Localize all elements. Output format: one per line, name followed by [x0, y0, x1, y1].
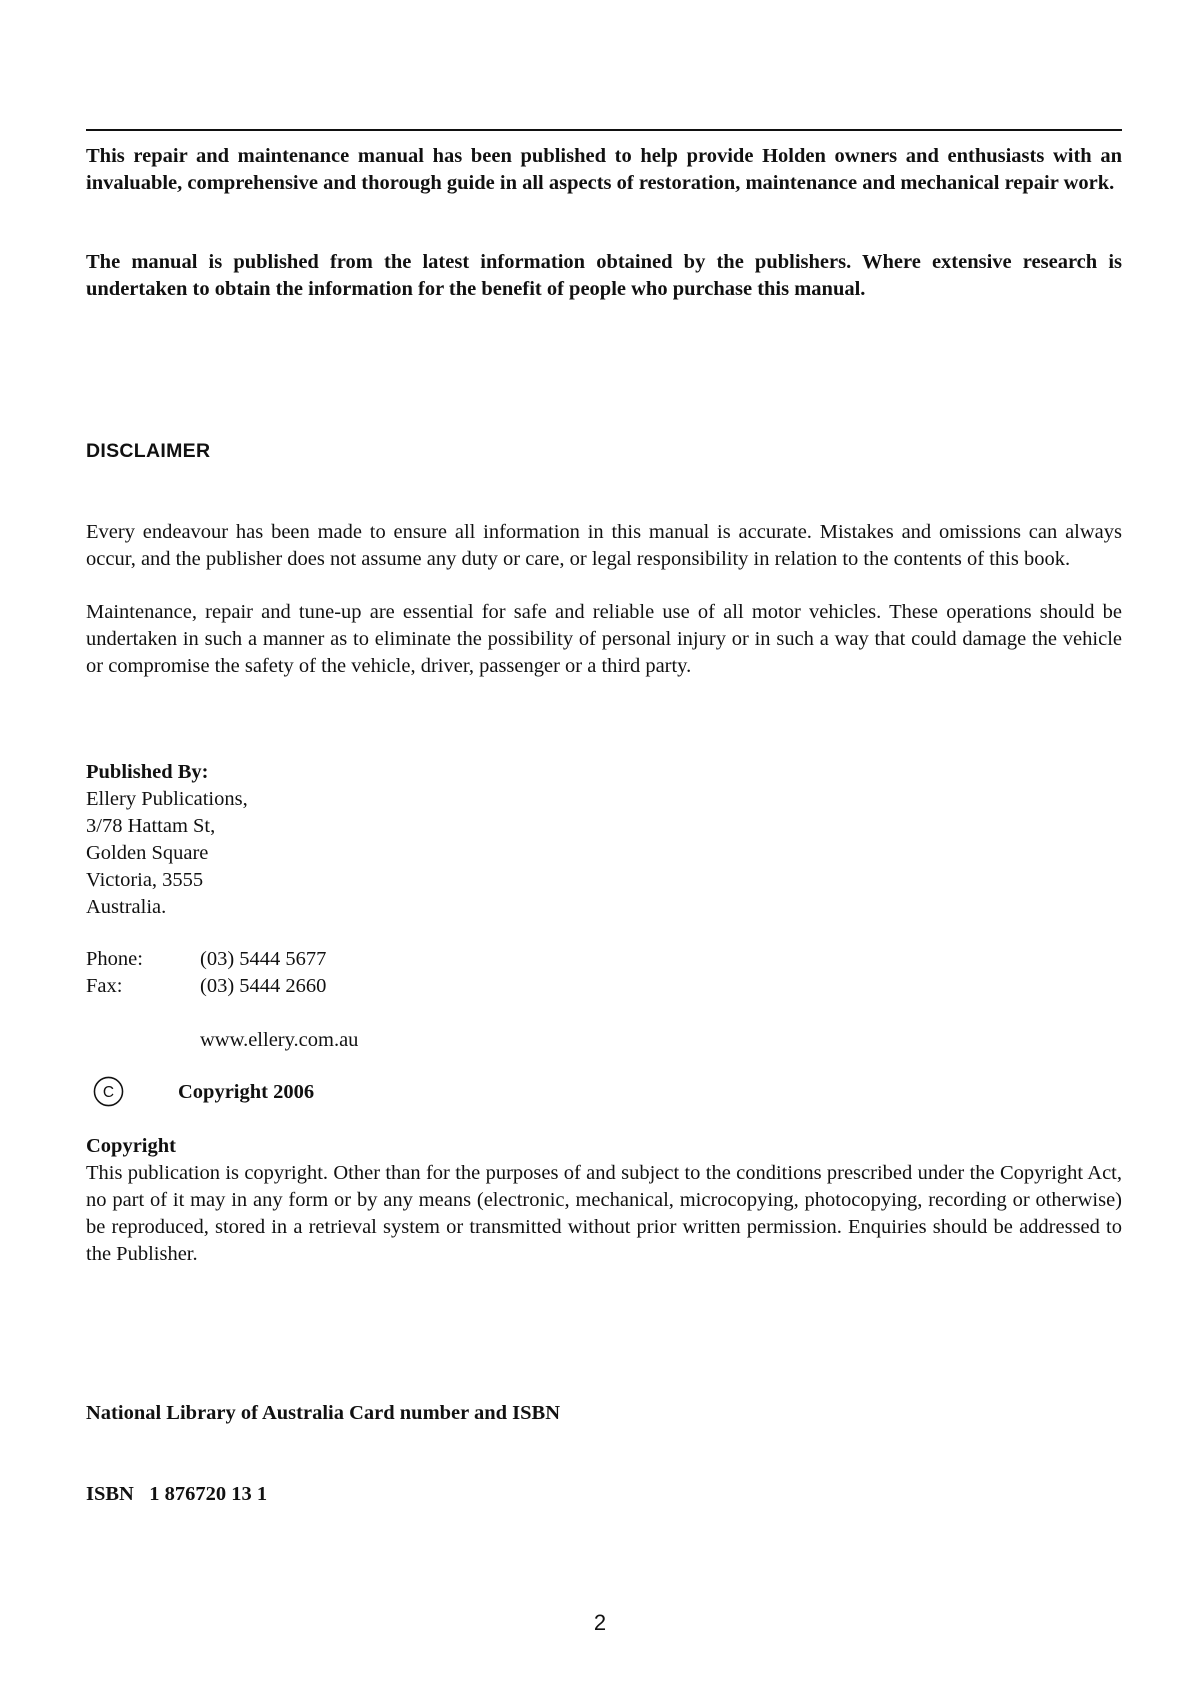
publisher-block [86, 759, 248, 921]
disclaimer-paragraph-2: Maintenance, repair and tune-up are essential for safe and reliable use of all motor vehicles. These operations should be undertaken in such a manner as to eliminate the possibility of personal injury or in such a way that could damage the vehicle or compromise the safety of the vehicle, driver, passenger or a third party. [86, 601, 1122, 677]
fax-number: (03) 5444 2660 [200, 975, 327, 997]
copyright-block [86, 1133, 1122, 1268]
copyright-notice: Copyright 2006 [178, 1081, 315, 1103]
address-line: Victoria, 3555 [86, 869, 204, 891]
copyright-symbol-letter: C [102, 1083, 115, 1101]
phone-label: Phone: [86, 948, 143, 970]
isbn-number: ISBN 1 876720 13 1 [86, 1483, 268, 1505]
top-rule [86, 129, 1122, 131]
address-line: Golden Square [86, 842, 209, 864]
phone-number: (03) 5444 5677 [200, 948, 327, 970]
copyright-circle-icon [93, 1076, 124, 1107]
publisher-heading: Published By: [86, 761, 209, 783]
library-heading: National Library of Australia Card number and ISBN [86, 1402, 561, 1424]
website-link: www.ellery.com.au [200, 1029, 359, 1051]
disclaimer-heading: DISCLAIMER [86, 440, 211, 462]
address-line: 3/78 Hattam St, [86, 815, 216, 837]
fax-label: Fax: [86, 975, 123, 997]
copyright-heading: Copyright [86, 1135, 176, 1157]
intro-paragraph-1: This repair and maintenance manual has been published to help provide Holden owners and enthusiasts with an invaluable, comprehensive and thorough guide in all aspects of restoration, maintenance and mechanical repair work. [86, 145, 1122, 194]
intro-paragraph-2: The manual is published from the latest information obtained by the publishers. Where extensive research is undertaken to obtain the information for the benefit of people who purchase this manual. [86, 251, 1122, 300]
address-line: Ellery Publications, [86, 788, 248, 810]
copyright-text: This publication is copyright. Other than for the purposes of and subject to the conditions prescribed under the Copyright Act, no part of it may in any form or by any means (electronic, mechanical, microcopying, photocopying, recording or otherwise) be reproduced, stored in a retrieval system or transmitted without prior written permission. Enquiries should be addressed to the Publisher. [86, 1162, 1122, 1265]
page-number: 2 [593, 1610, 607, 1635]
disclaimer-paragraph-1: Every endeavour has been made to ensure all information in this manual is accurate. Mistakes and omissions can always occur, and the publisher does not assume any duty or care, or legal responsibility in relation to the contents of this book. [86, 521, 1122, 570]
address-line: Australia. [86, 896, 167, 918]
